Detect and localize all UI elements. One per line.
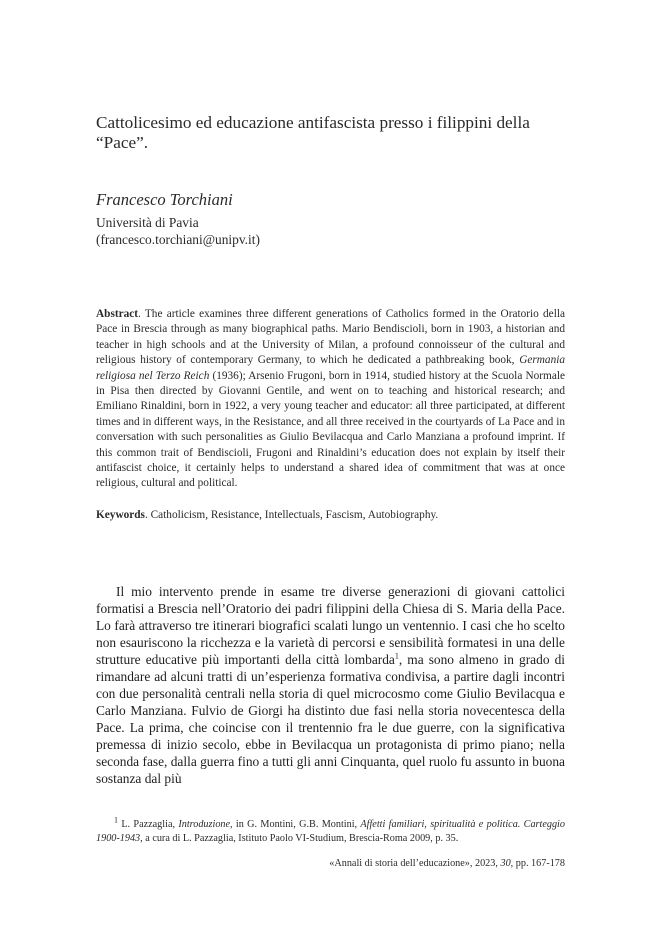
abstract-text-part-2: (1936); Arsenio Frugoni, born in 1914, studied history at the Scuola Normale in Pisa then directed by Giovanni Gentile, and went on to teaching and historical research; and Emiliano Rinaldini, born in 1922, a very young teacher and educator: all three participated, at different times and in different ways, in the Resistance, and all three received in the courtyards of La Pace and in conversation with such personalities as Giulio Bevilacqua and Carlo Manziana a profound imprint. If this common trait of Bendiscioli, Frugoni and Rinaldini’s education does not explain by itself their antifascist choice, it certainly helps to understand a shared idea of commitment that was at once religious, cultural and political.: [96, 369, 565, 490]
abstract-label: Abstract: [96, 308, 139, 320]
footnote: [96, 815, 565, 846]
footnote-number: 1: [114, 815, 118, 825]
author-affiliation: Università di Pavia: [96, 215, 199, 230]
author-block: [96, 189, 556, 248]
abstract-book-title: Germania religiosa nel Terzo Reich: [96, 354, 565, 382]
keywords: [96, 508, 565, 523]
keywords-label: Keywords: [96, 509, 145, 521]
citation-text-1: «Annali di storia dell’educazione», 2023,: [329, 858, 501, 869]
author-name: Francesco Torchiani: [96, 190, 233, 209]
body-paragraph: [96, 583, 565, 787]
abstract-text-part-1: . The article examines three different generations of Catholics formed in the Oratorio della Pace in Brescia through as many biographical paths. Mario Bendiscioli, born in 1903, a historian and teacher in high schools and at the University of Milan, a profound connoisseur of the cultural and religious history of contemporary Germany, to which he dedicated a pathbreaking book,: [96, 308, 565, 367]
footnote-text-2: , in G. Montini, G.B. Montini,: [230, 819, 361, 830]
journal-citation: [329, 857, 565, 871]
article-title: Cattolicesimo ed educazione antifascista presso i filippini della “Pace”.: [96, 113, 530, 152]
footnote-reference[interactable]: 1: [394, 651, 399, 661]
footnote-text-1: L. Pazzaglia,: [118, 819, 179, 830]
footnote-italic-2: Affetti familiari, spiritualità e politica. Carteggio 1900-1943: [96, 819, 565, 844]
abstract: [96, 307, 565, 492]
body-text-part-2: , ma sono almeno in grado di rimandare ad alcuni tratti di un’esperienza formativa condivisa, a partire dagli incontri con due personalità centrali nella storia di quel microcosmo come Giulio Bevilacqua e Carlo Manziana. Fulvio de Giorgi ha distinto due fasi nella storia novecentesca della Pace. La prima, che coincise con il trentennio fra le due guerre, con la significativa premessa di inizio secolo, ebbe in Bevilacqua un protagonista di primo piano; nella seconda fase, dalla guerra fino a tutti gli anni Cinquanta, quel ruolo fu assunto in buona sostanza dal più: [96, 652, 565, 786]
citation-volume: 30: [500, 858, 511, 869]
citation-text-2: , pp. 167-178: [510, 858, 565, 869]
footnote-text-3: , a cura di L. Pazzaglia, Istituto Paolo VI-Studium, Brescia-Roma 2009, p. 35.: [140, 833, 459, 844]
author-email: (francesco.torchiani@unipv.it): [96, 232, 260, 247]
footnote-italic-1: Introduzione: [178, 819, 231, 830]
keywords-text: . Catholicism, Resistance, Intellectuals, Fascism, Autobiography.: [144, 509, 439, 521]
body-text-part-1: Il mio intervento prende in esame tre diverse generazioni di giovani cattolici formatisi a Brescia nell’Oratorio dei padri filippini della Chiesa di S. Maria della Pace. Lo farà attraverso tre itinerari biografici scalati lungo un ventennio. I casi che ho scelto non esauriscono la ricchezza e la varietà di percorsi e sensibilità formatesi in una delle strutture educative più importanti della città lombarda: [96, 584, 565, 667]
